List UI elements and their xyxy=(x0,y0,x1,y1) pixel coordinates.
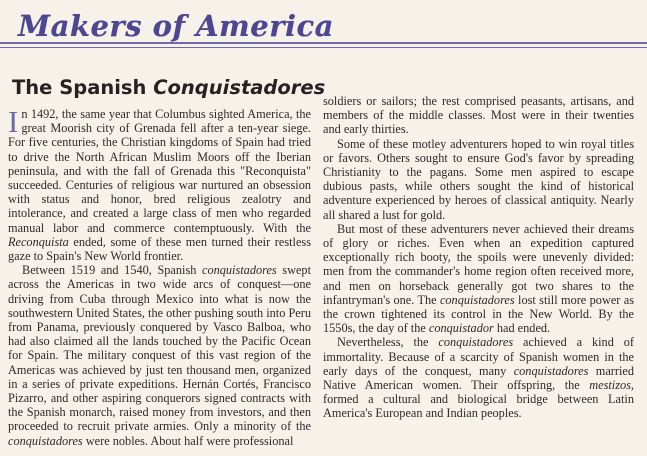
article-title-italic: Conquistadores xyxy=(153,76,326,99)
paragraph: Nevertheless, the conquistadores achieved a kind of immortality. Because of a scarcity of Spanish women in the early days of the conquest, many conquistadores married Native American women. Their offspring, the mestizos, formed a cultural and biological bridge between Latin America's European and Indian peoples. xyxy=(323,335,635,421)
paragraph: Between 1519 and 1540, Spanish conquistadores swept across the Americas in two wide arcs of conquest—one driving from Cuba through Mexico into what is now the southwestern United States, the other pushing south into Peru from Panama, previously conquered by Vasco Balboa, who had also claimed all the lands touched by the Pacific Ocean for Spain. The military conquest of this vast region of the Americas was achieved by just ten thousand men, organized in a series of private expeditions. Hernán Cortés, Francisco Pizarro, and other aspiring conquerors signed contracts with the Spanish monarch, raised money from investors, and then proceeded to recruit private armies. Only a minority of the conquistadores were nobles. About half were professional xyxy=(8,263,311,448)
article-title-plain: The Spanish xyxy=(12,76,154,99)
section-banner xyxy=(0,0,647,56)
paragraph: Some of these motley adventurers hoped to win royal titles or favors. Others sought to ensure God's favor by spreading Christianity to the pagans. Some men aspired to escape dubious pasts, while others sought the kind of historical adventure experienced by heroes of classical antiquity. Nearly all shared a lust for gold. xyxy=(323,136,634,222)
article-title xyxy=(12,76,325,99)
banner-rule xyxy=(0,47,647,48)
banner-title: Makers of America xyxy=(18,9,334,43)
paragraph: In 1492, the same year that Columbus sighted America, the great Moorish city of Grenada fell after a ten-year siege. For five centuries, the Christian kingdoms of Spain had tried to drive the North African Muslim Moors off the Iberian peninsula, and with the fall of Grenada this "Reconquista" succeeded. Centuries of religious war nurtured an obsession with status and honor, bred religious zealotry and intolerance, and created a large class of men who regarded manual labor and commerce contemptuously. With the Reconquista ended, some of these men turned their restless gaze to Spain's New World frontier. xyxy=(8,104,311,264)
paragraph: soldiers or sailors; the rest comprised peasants, artisans, and members of the middle classes. Most were in their twenties and early thirties. xyxy=(323,94,634,137)
banner-rule xyxy=(0,42,647,44)
drop-cap: I xyxy=(8,104,19,139)
right-column xyxy=(323,94,634,421)
left-column xyxy=(8,104,311,448)
paragraph: But most of these adventurers never achieved their dreams of glory or riches. Even when an expedition captured exceptionally rich booty, the spoils were unevenly divided: men from the commander's home region often received more, and men on horseback generally got two shares to the infantryman's one. The conquistadores lost still more power as the crown tightened its control in the New World. By the 1550s, the day of the conquistador had ended. xyxy=(323,221,634,336)
